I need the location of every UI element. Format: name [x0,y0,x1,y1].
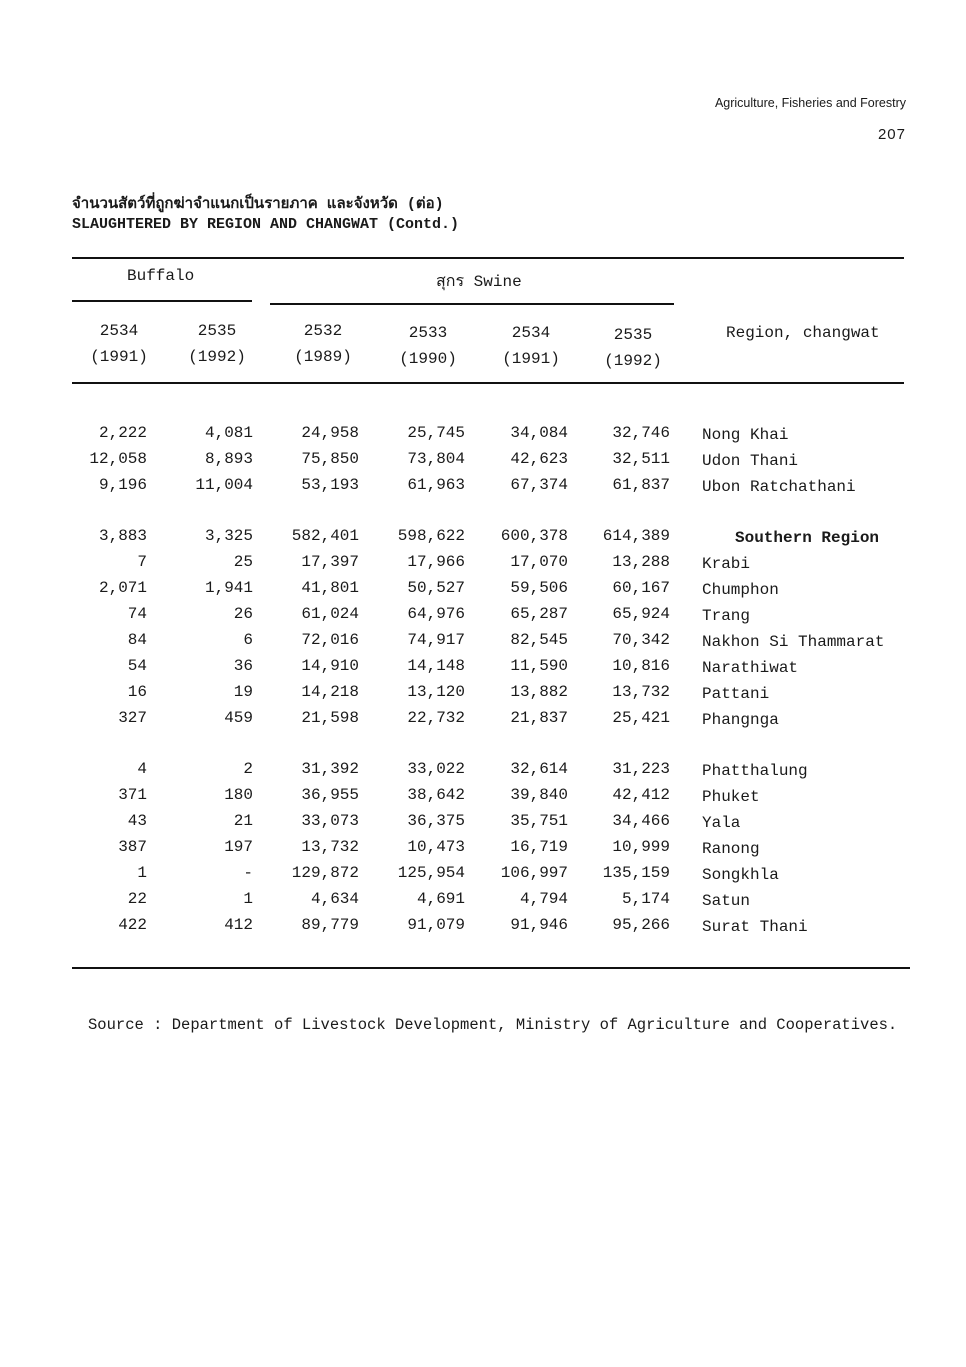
table-cell: 1,941 [204,579,253,597]
table-cell: 16,719 [510,838,568,856]
table-cell: 11,590 [510,657,568,675]
table-cell: 25,421 [612,709,670,727]
table-cell: 21,837 [510,709,568,727]
year-header [283,318,363,370]
top-rule [72,257,904,259]
changwat-label: Ranong [702,840,760,858]
table-cell: 17,966 [407,553,465,571]
table-cell: 11,004 [195,476,253,494]
table-cell: 1 [137,864,147,882]
table-cell: 21,598 [301,709,359,727]
year-header [388,320,468,372]
table-cell: 13,732 [612,683,670,701]
table-cell: 17,397 [301,553,359,571]
table-cell: 32,614 [510,760,568,778]
year-ad: (1992) [188,348,246,366]
table-cell: 459 [224,709,253,727]
changwat-label: Surat Thani [702,918,808,936]
table-cell: 22 [127,890,147,908]
table-cell: 34,084 [510,424,568,442]
table-cell: 25 [233,553,253,571]
table-cell: 14,218 [301,683,359,701]
year-be: 2535 [613,326,653,344]
table-cell: 19 [233,683,253,701]
page-number: 207 [877,126,906,143]
table-cell: 1 [243,890,253,908]
table-cell: 82,545 [510,631,568,649]
changwat-label: Chumphon [702,581,779,599]
year-be: 2534 [511,324,551,342]
table-cell: 22,732 [407,709,465,727]
table-cell: 13,882 [510,683,568,701]
table-cell: 26 [233,605,253,623]
table-cell: 614,389 [602,527,670,545]
table-cell: 4 [137,760,147,778]
table-cell: 8,893 [204,450,253,468]
changwat-label: Nakhon Si Thammarat [702,633,885,651]
table-cell: 32,746 [612,424,670,442]
table-cell: 33,073 [301,812,359,830]
changwat-label: Songkhla [702,866,779,884]
changwat-label: Satun [702,892,751,910]
table-cell: 54 [127,657,147,675]
swine-group-header [436,269,522,294]
table-cell: 4,081 [204,424,253,442]
table-title-thai: จำนวนสัตว์ที่ถูกฆ่าจำแนกเป็นรายภาค และจังหวัด (ต่อ) [72,196,444,213]
changwat-label: Phatthalung [702,762,808,780]
section-heading: Agriculture, Fisheries and Forestry [714,96,906,110]
table-cell: 61,963 [407,476,465,494]
table-cell: 35,751 [510,812,568,830]
table-cell: 4,794 [519,890,568,908]
table-cell: 61,837 [612,476,670,494]
table-cell: 4,634 [310,890,359,908]
table-cell: - [243,864,253,882]
year-ad: (1992) [604,352,662,370]
table-cell: 32,511 [612,450,670,468]
table-cell: 36,955 [301,786,359,804]
table-cell: 3,883 [98,527,147,545]
table-cell: 34,466 [612,812,670,830]
swine-group-rule [270,303,674,305]
table-cell: 14,148 [407,657,465,675]
table-cell: 10,999 [612,838,670,856]
year-ad: (1989) [294,348,352,366]
table-cell: 36,375 [407,812,465,830]
table-cell: 6 [243,631,253,649]
table-cell: 4,691 [416,890,465,908]
table-cell: 13,120 [407,683,465,701]
table-cell: 64,976 [407,605,465,623]
table-cell: 65,287 [510,605,568,623]
table-cell: 14,910 [301,657,359,675]
header-bottom-rule [72,382,904,384]
table-cell: 10,473 [407,838,465,856]
table-cell: 13,732 [301,838,359,856]
region-column-header: Region, changwat [726,324,880,342]
table-cell: 75,850 [301,450,359,468]
table-cell: 13,288 [612,553,670,571]
table-cell: 17,070 [510,553,568,571]
changwat-label: Ubon Ratchathani [702,478,856,496]
table-cell: 598,622 [397,527,465,545]
table-cell: 67,374 [510,476,568,494]
table-cell: 371 [118,786,147,804]
year-header [593,322,673,374]
table-cell: 41,801 [301,579,359,597]
table-cell: 197 [224,838,253,856]
swine-thai-label: สุกร [436,273,465,291]
table-cell: 39,840 [510,786,568,804]
table-title-english: SLAUGHTERED BY REGION AND CHANGWAT (Contd.) [72,216,460,233]
table-cell: 180 [224,786,253,804]
table-cell: 60,167 [612,579,670,597]
table-cell: 91,946 [510,916,568,934]
table-cell: 73,804 [407,450,465,468]
table-cell: 42,412 [612,786,670,804]
year-be: 2532 [303,322,343,340]
table-cell: 43 [127,812,147,830]
year-be: 2533 [408,324,448,342]
table-cell: 387 [118,838,147,856]
table-cell: 5,174 [621,890,670,908]
table-cell: 327 [118,709,147,727]
swine-english-label: Swine [473,273,522,291]
table-cell: 31,392 [301,760,359,778]
table-cell: 89,779 [301,916,359,934]
table-cell: 72,016 [301,631,359,649]
table-cell: 106,997 [500,864,568,882]
table-cell: 95,266 [612,916,670,934]
year-header [491,320,571,372]
table-cell: 21 [233,812,253,830]
changwat-label: Yala [702,814,741,832]
table-cell: 74,917 [407,631,465,649]
table-cell: 3,325 [204,527,253,545]
table-cell: 70,342 [612,631,670,649]
year-ad: (1990) [399,350,457,368]
year-ad: (1991) [502,350,560,368]
changwat-label: Phangnga [702,711,779,729]
buffalo-group-header: Buffalo [127,267,195,285]
changwat-label: Phuket [702,788,760,806]
table-cell: 12,058 [89,450,147,468]
year-header [177,318,257,370]
table-cell: 38,642 [407,786,465,804]
table-cell: 33,022 [407,760,465,778]
table-cell: 600,378 [500,527,568,545]
table-cell: 16 [127,683,147,701]
table-cell: 84 [127,631,147,649]
year-be: 2534 [99,322,139,340]
table-cell: 25,745 [407,424,465,442]
year-be: 2535 [197,322,237,340]
table-cell: 125,954 [397,864,465,882]
table-cell: 2,071 [98,579,147,597]
table-cell: 582,401 [291,527,359,545]
region-subtotal-label: Southern Region [735,529,880,547]
table-cell: 2,222 [98,424,147,442]
table-bottom-rule [72,967,910,969]
table-cell: 50,527 [407,579,465,597]
table-cell: 7 [137,553,147,571]
table-cell: 412 [224,916,253,934]
table-cell: 9,196 [98,476,147,494]
table-cell: 65,924 [612,605,670,623]
year-header [79,318,159,370]
table-cell: 59,506 [510,579,568,597]
year-ad: (1991) [90,348,148,366]
table-cell: 422 [118,916,147,934]
table-cell: 135,159 [602,864,670,882]
changwat-label: Trang [702,607,751,625]
table-cell: 24,958 [301,424,359,442]
table-cell: 53,193 [301,476,359,494]
table-cell: 2 [243,760,253,778]
table-cell: 61,024 [301,605,359,623]
changwat-label: Pattani [702,685,770,703]
table-cell: 36 [233,657,253,675]
table-cell: 129,872 [291,864,359,882]
table-cell: 74 [127,605,147,623]
source-note: Source : Department of Livestock Development, Ministry of Agriculture and Cooperatives. [88,1016,898,1034]
table-cell: 31,223 [612,760,670,778]
changwat-label: Narathiwat [702,659,799,677]
buffalo-group-rule [72,300,252,302]
changwat-label: Krabi [702,555,751,573]
changwat-label: Nong Khai [702,426,789,444]
table-cell: 10,816 [612,657,670,675]
changwat-label: Udon Thani [702,452,799,470]
table-cell: 91,079 [407,916,465,934]
table-cell: 42,623 [510,450,568,468]
